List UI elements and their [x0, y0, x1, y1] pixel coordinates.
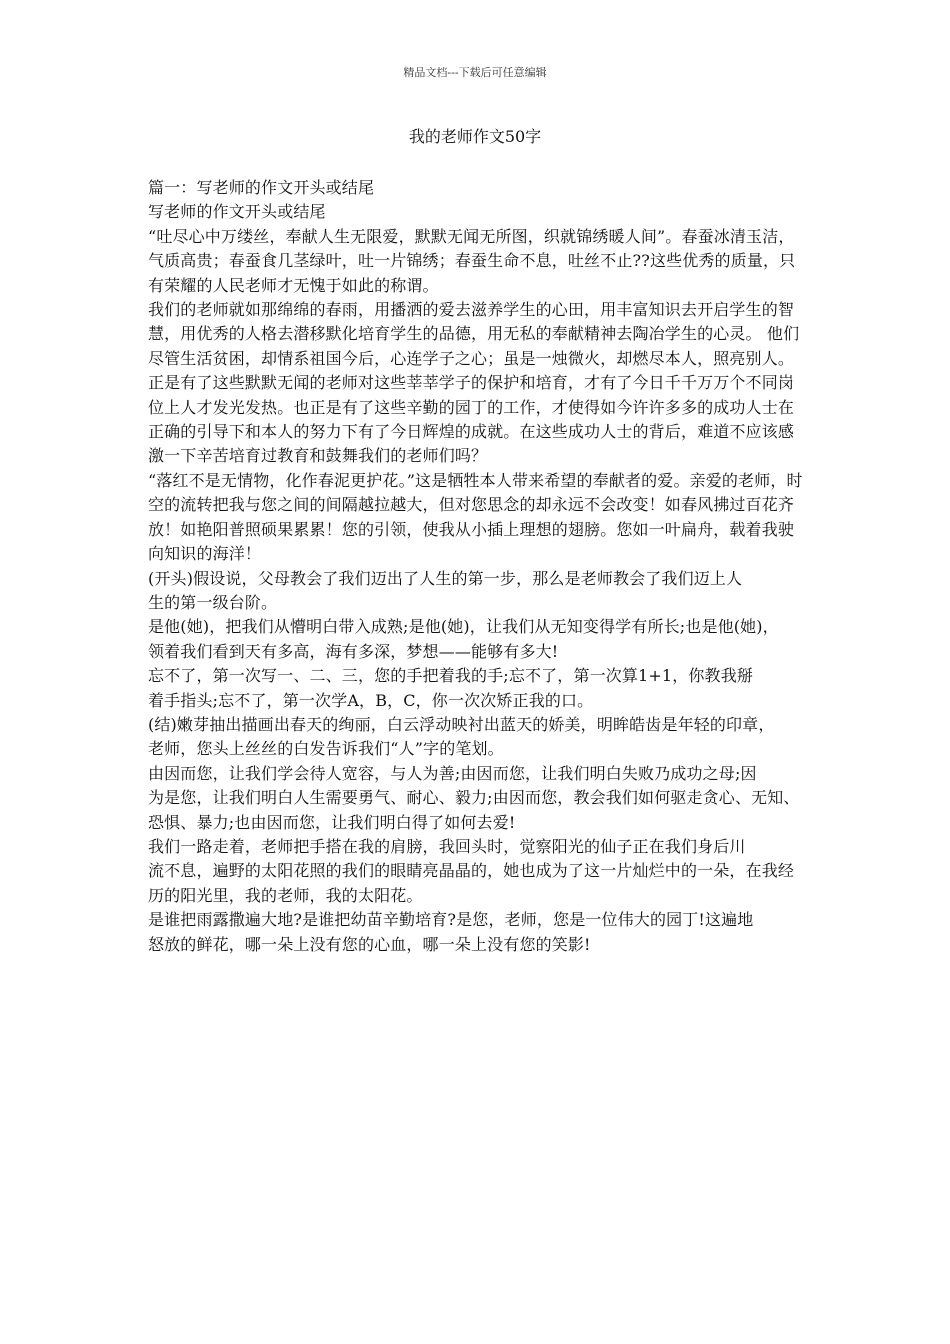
paragraph: 忘不了，第一次写一、二、三，您的手把着我的手;忘不了，第一次算1+1，你教我掰 — [148, 666, 754, 686]
paragraph: (结)嫩芽抽出描画出春天的绚丽，白云浮动映衬出蓝天的娇美，明眸皓齿是年轻的印章， — [148, 714, 775, 734]
paragraph: (开头)假设说，父母教会了我们迈出了人生的第一步，那么是老师教会了我们迈上人 — [148, 568, 743, 588]
document-body — [148, 176, 804, 957]
paragraph: 是谁把雨露撒遍大地?是谁把幼苗辛勤培育?是您，老师，您是一位伟大的园丁!这遍地 — [148, 910, 754, 930]
paragraph: 流不息，遍野的太阳花照的我们的眼睛亮晶晶的，她也成为了这一片灿烂中的一朵，在我经历的阳光里，我的老师，我的太阳花。 — [148, 861, 795, 905]
paragraph: “吐尽心中万缕丝，奉献人生无限爱，默默无闻无所图，织就锦绣暖人间”。春蚕冰清玉洁，气质高贵；春蚕食几茎绿叶，吐一片锦绣；春蚕生命不息，吐丝不止??这些优秀的质量，只有荣耀的人民老师才无愧于如此的称谓。 — [148, 226, 796, 295]
paragraph: 我们一路走着，老师把手搭在我的肩膀，我回头时，觉察阳光的仙子正在我们身后川 — [148, 836, 746, 856]
paragraph: 我们的老师就如那绵绵的春雨，用播洒的爱去滋养学生的心田，用丰富知识去开启学生的智 — [148, 300, 795, 320]
paragraph: 由因而您，让我们学会待人宽容，与人为善;由因而您，让我们明白失败乃成功之母;因 — [148, 763, 757, 783]
paragraph: 生的第一级台阶。 — [148, 592, 278, 612]
section-heading: 篇一：写老师的作文开头或结尾 — [148, 178, 375, 197]
paragraph: 是他(她)，把我们从懵明白带入成熟;是他(她)，让我们从无知变得学有所长;也是他(她)， — [148, 617, 779, 637]
paragraph: 着手指头;忘不了，第一次学A，B，C，你一次次矫正我的口。 — [148, 690, 594, 710]
subheading: 写老师的作文开头或结尾 — [148, 202, 326, 222]
page-header: 精品文档---下载后可任意编辑 — [403, 66, 547, 79]
paragraph: “落红不是无情物，化作春泥更护花。”这是牺牲本人带来希望的奉献者的爱。亲爱的老师，时空的流转把我与您之间的间隔越拉越大，但对您思念的却永远不会改变！如春风拂过百花齐放！如艳阳普照硕果累累！您的引领，使我从小插上理想的翅膀。您如一叶扁舟，载着我驶向知识的海洋！ — [148, 470, 803, 564]
paragraph: 领着我们看到天有多高，海有多深，梦想——能够有多大! — [148, 641, 559, 661]
paragraph: 为是您，让我们明白人生需要勇气、耐心、毅力;由因而您，教会我们如何驱走贪心、无知、恐惧、暴力;也由因而您，让我们明白得了如何去爱! — [148, 788, 800, 832]
document-title: 我的老师作文50字 — [408, 127, 542, 146]
paragraph: 怒放的鲜花，哪一朵上没有您的心血，哪一朵上没有您的笑影! — [148, 934, 591, 954]
paragraph: 老师，您头上丝丝的白发告诉我们“人”字的笔划。 — [148, 739, 504, 759]
paragraph: 慧，用优秀的人格去潜移默化培育学生的品德，用无私的奉献精神去陶冶学生的心灵。 他们尽管生活贫困，却情系祖国今后，心连学子之心；虽是一烛微火，却燃尽本人，照亮别人。正是有了这些默默无闻的老师对这些莘莘学子的保护和培育，才有了今日千千万万个不同岗位上人才发光发热。也正是有了这些辛勤的园丁的工作，才使得如今许许多多的成功人士在正确的引导下和本人的努力下有了今日辉煌的成就。在这些成功人士的背后，难道不应该感激一下辛苦培育过教育和鼓舞我们的老师们吗？ — [148, 324, 800, 466]
